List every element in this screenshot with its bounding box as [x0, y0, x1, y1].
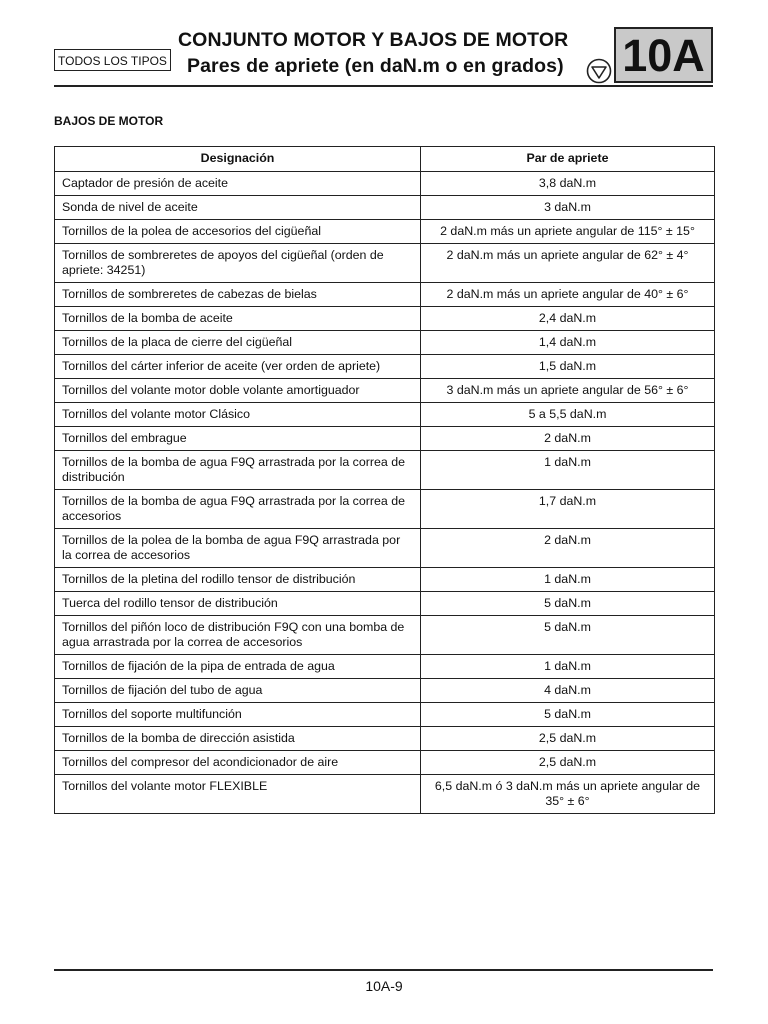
designation-cell: Sonda de nivel de aceite [55, 196, 421, 220]
designation-cell: Tornillos del volante motor Clásico [55, 403, 421, 427]
designation-cell: Tornillos de la bomba de agua F9Q arrastrada por la correa de accesorios [55, 490, 421, 529]
designation-cell: Tornillos del volante motor doble volante amortiguador [55, 379, 421, 403]
torque-value-cell: 3,8 daN.m [421, 172, 715, 196]
table-row [55, 283, 715, 307]
designation-cell: Tornillos de la polea de accesorios del cigüeñal [55, 220, 421, 244]
torque-wrench-symbol-icon [586, 58, 612, 84]
torque-value-cell: 2 daN.m [421, 427, 715, 451]
torque-value-cell: 2 daN.m más un apriete angular de 115° ± 15° [421, 220, 715, 244]
designation-cell: Tornillos de fijación de la pipa de entrada de agua [55, 655, 421, 679]
section-title: BAJOS DE MOTOR [54, 114, 164, 128]
designation-cell: Tornillos de la bomba de agua F9Q arrastrada por la correa de distribución [55, 451, 421, 490]
table-row [55, 172, 715, 196]
section-badge: 10A [614, 27, 713, 83]
designation-cell: Tornillos del embrague [55, 427, 421, 451]
table-row [55, 655, 715, 679]
table-row [55, 568, 715, 592]
torque-value-cell: 1 daN.m [421, 568, 715, 592]
torque-value-cell: 2,5 daN.m [421, 751, 715, 775]
header-divider [54, 85, 713, 87]
vehicle-type-tag: TODOS LOS TIPOS [54, 49, 171, 71]
table-row [55, 775, 715, 814]
designation-cell: Tornillos de la placa de cierre del cigüeñal [55, 331, 421, 355]
designation-cell: Tornillos del compresor del acondicionador de aire [55, 751, 421, 775]
table-row [55, 331, 715, 355]
torque-value-cell: 2,4 daN.m [421, 307, 715, 331]
torque-value-cell: 3 daN.m más un apriete angular de 56° ± 6° [421, 379, 715, 403]
designation-cell: Tornillos de la bomba de dirección asistida [55, 727, 421, 751]
torque-value-cell: 1 daN.m [421, 655, 715, 679]
torque-table [54, 146, 715, 814]
table-row [55, 616, 715, 655]
torque-value-cell: 2 daN.m más un apriete angular de 40° ± 6° [421, 283, 715, 307]
footer-divider [54, 969, 713, 971]
table-row [55, 379, 715, 403]
table-row [55, 244, 715, 283]
torque-value-cell: 2 daN.m [421, 529, 715, 568]
designation-cell: Tornillos de sombreretes de apoyos del cigüeñal (orden de apriete: 34251) [55, 244, 421, 283]
designation-cell: Tornillos del soporte multifunción [55, 703, 421, 727]
torque-value-cell: 2 daN.m más un apriete angular de 62° ± 4° [421, 244, 715, 283]
designation-cell: Tornillos de la pletina del rodillo tensor de distribución [55, 568, 421, 592]
table-row [55, 307, 715, 331]
table-row [55, 727, 715, 751]
torque-value-cell: 3 daN.m [421, 196, 715, 220]
designation-cell: Tornillos de la polea de la bomba de agua F9Q arrastrada por la correa de accesorios [55, 529, 421, 568]
page-subtitle: Pares de apriete (en daN.m o en grados) [187, 55, 564, 77]
table-row [55, 529, 715, 568]
torque-value-cell: 5 daN.m [421, 592, 715, 616]
torque-value-cell: 5 daN.m [421, 616, 715, 655]
table-row [55, 451, 715, 490]
designation-cell: Tornillos del cárter inferior de aceite (ver orden de apriete) [55, 355, 421, 379]
torque-value-cell: 4 daN.m [421, 679, 715, 703]
table-row [55, 592, 715, 616]
torque-value-cell: 2,5 daN.m [421, 727, 715, 751]
torque-value-cell: 1 daN.m [421, 451, 715, 490]
torque-value-cell: 6,5 daN.m ó 3 daN.m más un apriete angular de 35° ± 6° [421, 775, 715, 814]
table-row [55, 490, 715, 529]
torque-value-cell: 1,7 daN.m [421, 490, 715, 529]
chapter-title: CONJUNTO MOTOR Y BAJOS DE MOTOR [178, 29, 569, 51]
designation-cell: Tornillos del volante motor FLEXIBLE [55, 775, 421, 814]
page-number: 10A-9 [365, 978, 403, 994]
designation-cell: Captador de presión de aceite [55, 172, 421, 196]
designation-cell: Tornillos de sombreretes de cabezas de bielas [55, 283, 421, 307]
torque-value-cell: 1,4 daN.m [421, 331, 715, 355]
column-header-designation: Designación [55, 147, 421, 172]
table-row [55, 751, 715, 775]
table-row [55, 220, 715, 244]
table-row [55, 427, 715, 451]
designation-cell: Tornillos de la bomba de aceite [55, 307, 421, 331]
table-row [55, 355, 715, 379]
table-header-row [55, 147, 715, 172]
table-row [55, 679, 715, 703]
torque-value-cell: 1,5 daN.m [421, 355, 715, 379]
column-header-torque: Par de apriete [421, 147, 715, 172]
torque-value-cell: 5 daN.m [421, 703, 715, 727]
table-row [55, 403, 715, 427]
designation-cell: Tornillos del piñón loco de distribución F9Q con una bomba de agua arrastrada por la correa de accesorios [55, 616, 421, 655]
torque-value-cell: 5 a 5,5 daN.m [421, 403, 715, 427]
designation-cell: Tornillos de fijación del tubo de agua [55, 679, 421, 703]
table-row [55, 703, 715, 727]
table-row [55, 196, 715, 220]
designation-cell: Tuerca del rodillo tensor de distribución [55, 592, 421, 616]
